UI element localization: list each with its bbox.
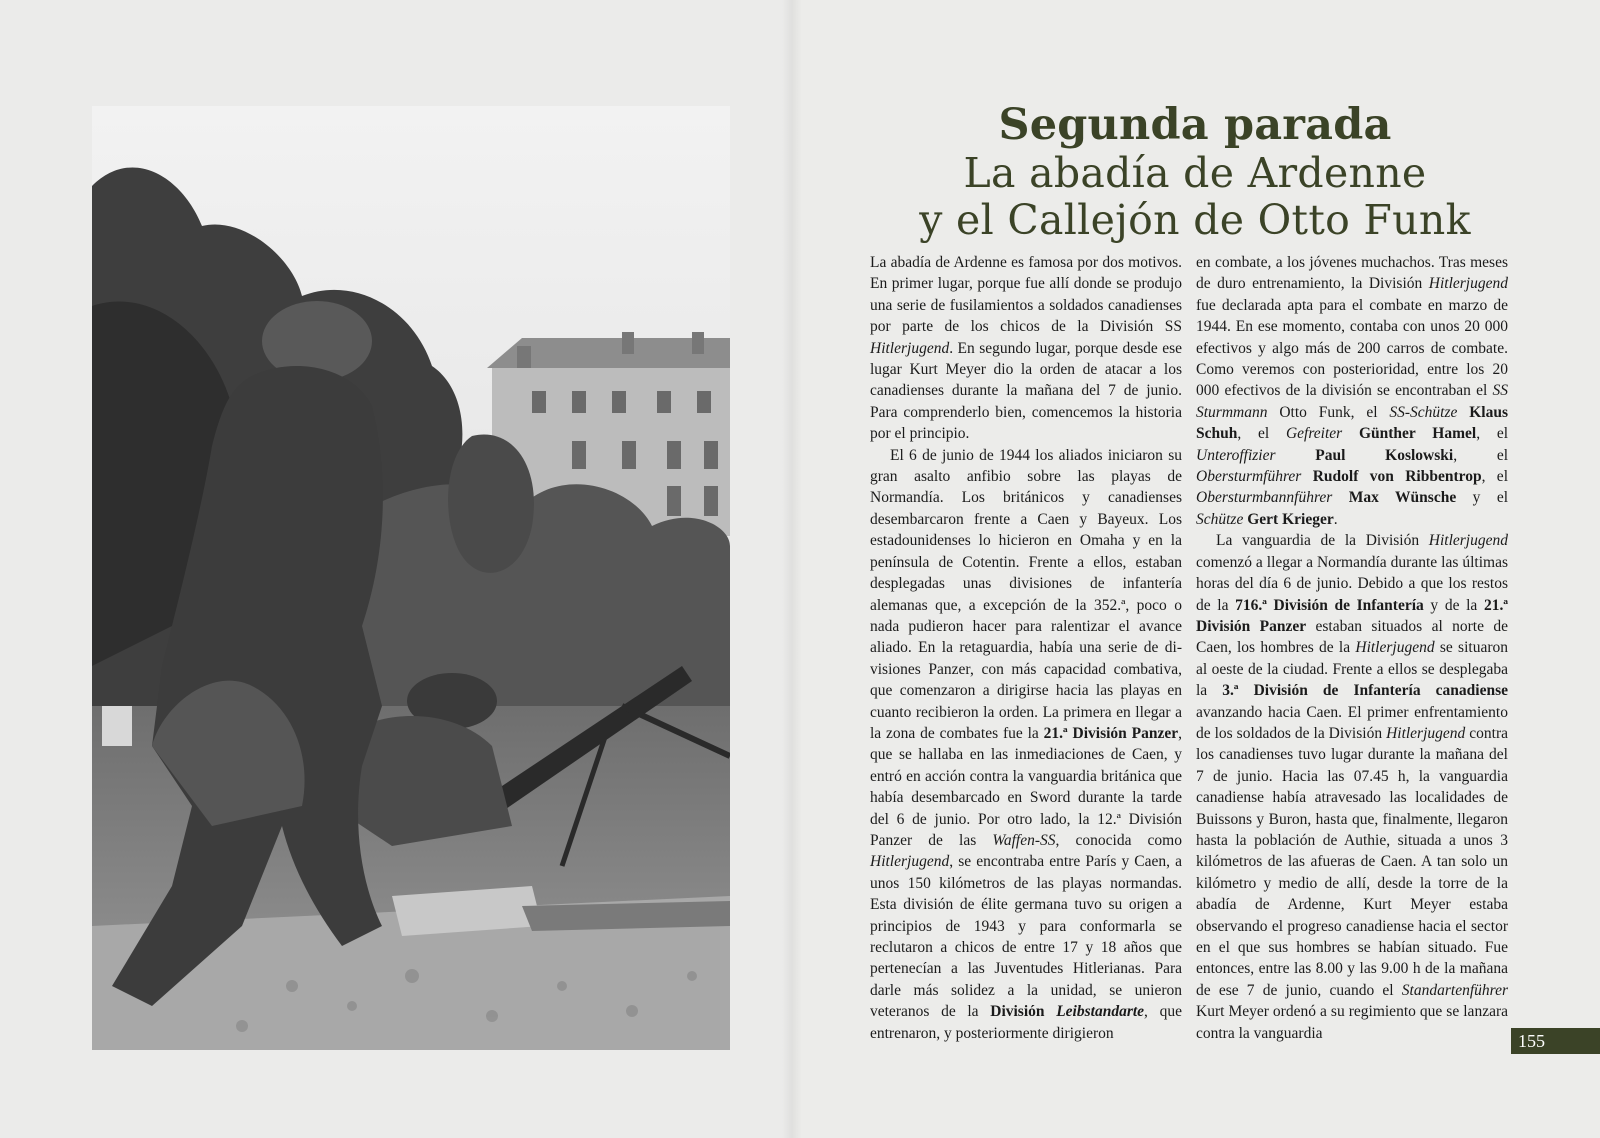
- body-text-column-2: [1196, 252, 1508, 1044]
- text-run: , el: [1237, 425, 1286, 443]
- paragraph: [1196, 252, 1508, 530]
- bold-text: Günther Hamel: [1358, 425, 1477, 443]
- text-run: [1342, 425, 1359, 442]
- text-run: [1332, 489, 1348, 506]
- bold-text: Max Wünsche: [1348, 489, 1457, 507]
- text-run: La vanguardia de la División: [1216, 532, 1429, 550]
- text-run: estaban situados al norte de Caen, los hombres de la: [1196, 617, 1509, 657]
- bold-text: División: [990, 1003, 1057, 1021]
- italic-text: Schütze: [1196, 510, 1244, 528]
- italic-text: Standartenführer: [1401, 981, 1508, 999]
- text-run: Kurt Meyer ordenó a su regimiento que se lanzara contra la vanguardia: [1196, 1003, 1508, 1042]
- bold-text: Gert Krieger: [1247, 510, 1334, 528]
- bold-text: 21.ª División Panzer: [1196, 596, 1508, 635]
- text-run: y de la: [1423, 596, 1484, 614]
- page-number: 155: [1511, 1028, 1600, 1054]
- bold-text: Rudolf von Ribbentrop: [1312, 468, 1482, 486]
- article-subtitle-line-1: La abadía de Ardenne: [963, 149, 1427, 197]
- text-run: fue declarada apta para el combate en marzo de 1944. En ese momento, contaba con unos 20 000 efectivos y algo más de 200 carros de combate. Como veremos con posterioridad, entre los 20 000 efectivos de la división se encontraban el: [1196, 296, 1508, 400]
- italic-text: Obersturmführer: [1196, 468, 1302, 486]
- italic-text: Hitlerjugend: [870, 339, 950, 357]
- text-run: .: [1333, 510, 1338, 528]
- text-run: , el: [1453, 446, 1509, 464]
- article-heading: [870, 100, 1520, 244]
- bold-text: 3.ª División de Infantería canadiense: [1222, 682, 1508, 700]
- italic-text: Obersturmbannführer: [1196, 489, 1333, 507]
- bold-text: Klaus Schuh: [1196, 403, 1509, 443]
- text-run: [1301, 468, 1312, 485]
- bold-text: Leibstandarte: [1056, 1003, 1145, 1021]
- text-run: , que se hallaba en las inmediaciones de Caen, y entró en acción contra la vanguardia británica que había desembarcado en Sword durante la tarde del 6 de junio. Por otro lado, la 12.ª División Panzer de las: [870, 724, 1183, 849]
- text-run: , el: [1476, 425, 1509, 443]
- paragraph: [1196, 530, 1508, 1044]
- italic-text: Waffen-SS: [992, 831, 1056, 849]
- text-run: Otto Funk, el: [1267, 403, 1390, 421]
- text-run: contra los canadienses tuvo lugar durante la mañana del 7 de junio. Hacia las 07.45 h, la vanguardia canadiense había atravesado las localidades de Buissons y Buron, hasta que, finalmente, llegaron hasta la población de Authie, situada a unos 3 kilómetros de las afueras de Caen. A tan solo un kilómetro y medio de allí, desde la torre de la abadía de Ardenne, Kurt Meyer estaba observando el progreso canadiense hacia el sector en el que sus hombres se habían situado. Fue entonces, entre las 8.00 y las 9.00 h de la mañana de ese 7 de junio, cuando el: [1196, 724, 1508, 999]
- paragraph: [870, 445, 1182, 1044]
- italic-text: Hitlerjugend: [1355, 639, 1435, 657]
- italic-text: SS-Schütze: [1389, 403, 1458, 421]
- italic-text: Hitlerjugend: [1428, 532, 1508, 550]
- text-run: . En segundo lugar, porque desde ese lugar Kurt Meyer dio la orden de atacar a los canadienses durante la mañana del 7 de junio. Para comprenderlo bien, comencemos la historia por el principio.: [870, 339, 1182, 443]
- article-title: Segunda parada: [998, 100, 1392, 150]
- text-run: en combate, a los jóvenes muchachos. Tras meses de duro entrenamiento, la División: [1196, 254, 1508, 293]
- text-run: , conocida como: [1055, 831, 1182, 849]
- war-photo-image: [92, 106, 730, 1050]
- body-text-column-1: [870, 252, 1182, 1044]
- italic-text: Hitlerjugend: [1428, 275, 1508, 293]
- text-run: se situaron al oeste de la ciudad. Frente a ellos se desplegaba la: [1196, 639, 1508, 700]
- text-run: comenzó a llegar a Normandía durante las últimas horas del día 6 de junio. Debido a que los restos de la: [1196, 553, 1508, 614]
- text-run: [1457, 404, 1469, 421]
- text-run: , el: [1481, 468, 1508, 486]
- book-gutter: [782, 0, 802, 1138]
- article-subtitle-line-2: y el Callejón de Otto Funk: [919, 196, 1471, 244]
- text-run: avanzando hacia Caen. El primer enfrentamiento de los soldados de la División: [1196, 703, 1508, 742]
- italic-text: Hitlerjugend: [1386, 724, 1466, 742]
- italic-text: Hitlerjugend: [870, 853, 950, 871]
- text-run: La abadía de Ardenne es famosa por dos motivos. En primer lugar, porque fue allí donde se produjo una serie de fusilamientos a soldados canadienses por parte de los chicos de la División SS: [870, 254, 1182, 336]
- text-run: , se encontraba entre París y Caen, a unos 150 kilómetros de las playas normandas. Esta división de élite germana tuvo su origen a principios de 1943 y para conformarla se reclutaron a chicos de entre 17 y 18 años que pertenecían a las Juventudes Hitlerianas. Para darle más solidez a la unidad, se unieron veteranos de la: [870, 853, 1182, 1021]
- text-run: , que entrenaron, y posteriormente dirigieron: [870, 1003, 1182, 1042]
- italic-text: Gefreiter: [1285, 425, 1343, 443]
- paragraph: [870, 252, 1182, 445]
- bold-text: 21.ª División Panzer: [1043, 724, 1179, 742]
- italic-text: Unteroffizier: [1196, 446, 1276, 464]
- bold-text: 716.ª División de Infantería: [1235, 596, 1424, 614]
- text-run: y el: [1456, 489, 1508, 507]
- text-run: El 6 de junio de 1944 los aliados iniciaron su gran asalto anfibio sobre las playas de Normandía. Los británicos y canadienses desembarcaron frente a Caen y Bayeux. Los estadounidenses lo hicieron en Omaha y en la península de Cotentin. Frente a ellos, estaban desplegadas unas divisiones de infantería alemanas que, a excepción de la 352.ª, poco o nada pudieron hacer para ralentizar el avance aliado. En la retaguardia, había una serie de divisiones Panzer, con más capacidad combativa, que comenzaron a dirigirse hacia las playas en cuanto recibieron la orden. La primera en llegar a la zona de combates fue la: [870, 446, 1182, 742]
- bold-text: Paul Koslowski: [1315, 446, 1454, 464]
- text-run: [1276, 447, 1316, 464]
- italic-text: SS Sturmmann: [1196, 382, 1508, 421]
